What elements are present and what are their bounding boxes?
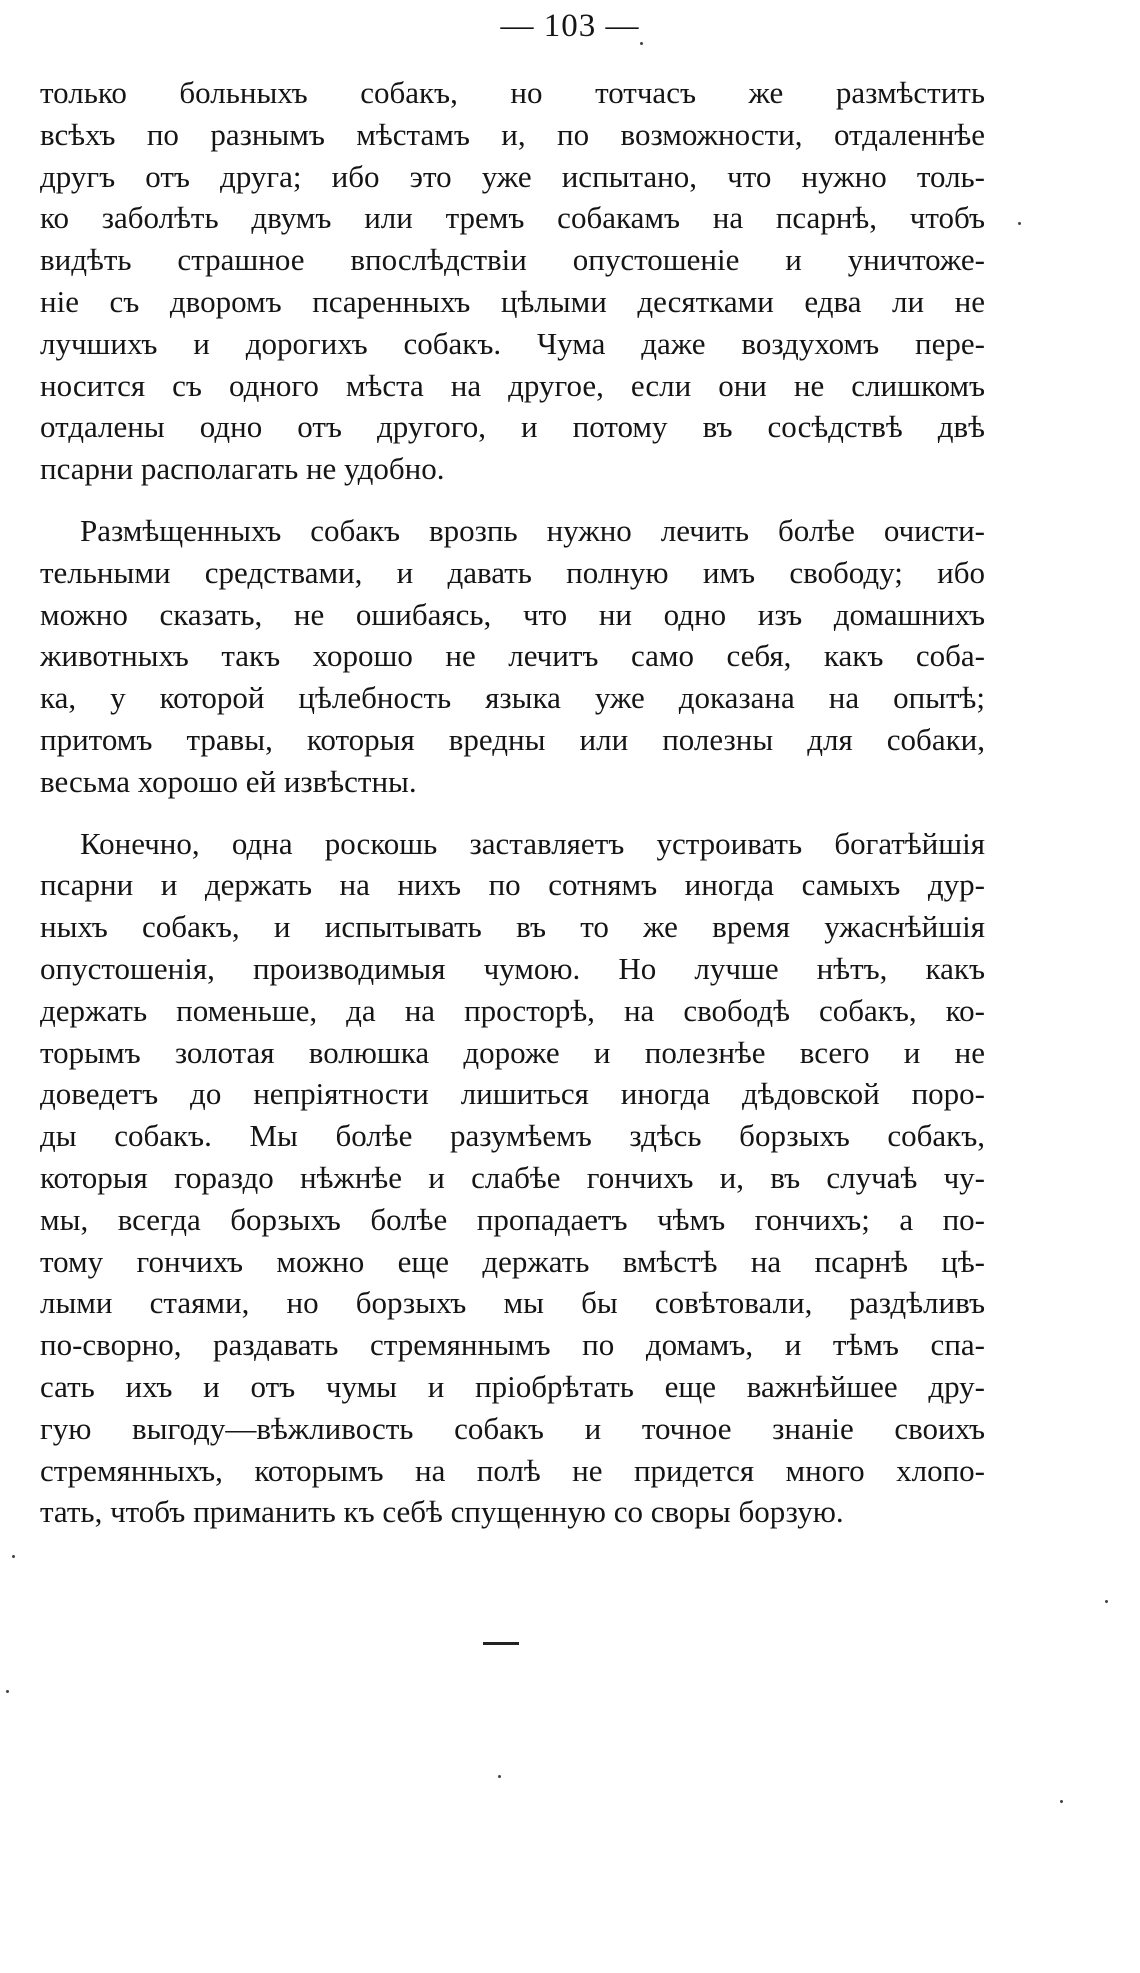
scan-speck [498,1775,501,1778]
text-line: ныхъ собакъ, и испытывать въ то же время ужаснѣйшія [40,909,985,945]
text-line: животныхъ такъ хорошо не лечитъ само себя, какъ соба- [40,638,985,674]
text-line: тельными средствами, и давать полную имъ свободу; ибо [40,554,985,590]
paragraph-gap [40,490,985,510]
page-number: — 103 — [500,8,640,44]
text-line: всѣхъ по разнымъ мѣстамъ и, по возможности, отдаленнѣе [40,116,985,152]
text-line: притомъ травы, которыя вредны или полезны для собаки, [40,721,985,757]
text-line: другъ отъ друга; ибо это уже испытано, что нужно толь- [40,158,985,194]
text-line: тать, чтобъ приманить къ себѣ спущенную со своры борзую. [40,1494,844,1530]
text-line: держать поменьше, да на просторѣ, на свободѣ собакъ, ко- [40,992,985,1028]
text-line: доведетъ до непріятности лишиться иногда дѣдовской поро- [40,1076,985,1112]
text-line: псарни и держать на нихъ по сотнямъ иногда самыхъ дур- [40,867,985,903]
scan-speck [1018,222,1021,225]
text-line: ко заболѣть двумъ или тремъ собакамъ на псарнѣ, чтобъ [40,200,985,236]
text-line: торымъ золотая волюшка дороже и полезнѣе всего и не [40,1034,985,1070]
scan-speck [640,42,643,45]
paragraph-gap [40,803,985,823]
text-line: сать ихъ и отъ чумы и пріобрѣтать еще важнѣйшее дру- [40,1368,985,1404]
scan-speck [6,1690,9,1693]
scan-speck [1105,1600,1108,1603]
paragraph-1 [40,72,985,490]
text-line: носится съ одного мѣста на другое, если они не слишкомъ [40,367,985,403]
text-line: только больныхъ собакъ, но тотчасъ же размѣстить [40,75,985,110]
text-line: отдалены одно отъ другого, и потому въ сосѣдствѣ двѣ [40,409,985,445]
text-line: ды собакъ. Мы болѣе разумѣемъ здѣсь борзыхъ собакъ, [40,1118,985,1154]
text-line: лыми стаями, но борзыхъ мы бы совѣтовали, раздѣливъ [40,1285,985,1321]
text-line: Размѣщенныхъ собакъ врозпь нужно лечить болѣе очисти- [80,512,985,548]
scan-speck [1060,1800,1063,1803]
text-line: мы, всегда борзыхъ болѣе пропадаетъ чѣмъ гончихъ; а по- [40,1201,985,1237]
section-divider [483,1642,519,1645]
text-line: по-сворно, раздавать стремяннымъ по домамъ, и тѣмъ спа- [40,1327,985,1363]
text-line: которыя гораздо нѣжнѣе и слабѣе гончихъ и, въ случаѣ чу- [40,1159,985,1195]
text-line: стремянныхъ, которымъ на полѣ не придется много хлопо- [40,1452,985,1488]
text-line: можно сказать, не ошибаясь, что ни одно изъ домашнихъ [40,596,985,632]
text-line: ка, у которой цѣлебность языка уже доказана на опытѣ; [40,680,985,716]
text-line: лучшихъ и дорогихъ собакъ. Чума даже воздухомъ пере- [40,325,985,361]
text-line: видѣть страшное впослѣдствіи опустошеніе и уничтоже- [40,242,985,278]
text-line: Конечно, одна роскошь заставляетъ устроивать богатѣйшія [80,825,985,861]
text-line: ніе съ дворомъ псаренныхъ цѣлыми десятками едва ли не [40,283,985,319]
paragraph-2 [40,510,985,803]
text-line: тому гончихъ можно еще держать вмѣстѣ на псарнѣ цѣ- [40,1243,985,1279]
text-line: псарни располагать не удобно. [40,451,445,487]
body-text [40,72,985,1533]
text-line: весьма хорошо ей извѣстны. [40,763,417,799]
scan-speck [12,1555,15,1558]
text-line: опустошенія, производимыя чумою. Но лучше нѣтъ, какъ [40,950,985,986]
paragraph-3 [40,823,985,1534]
text-line: гую выгоду—вѣжливость собакъ и точное знаніе своихъ [40,1410,985,1446]
